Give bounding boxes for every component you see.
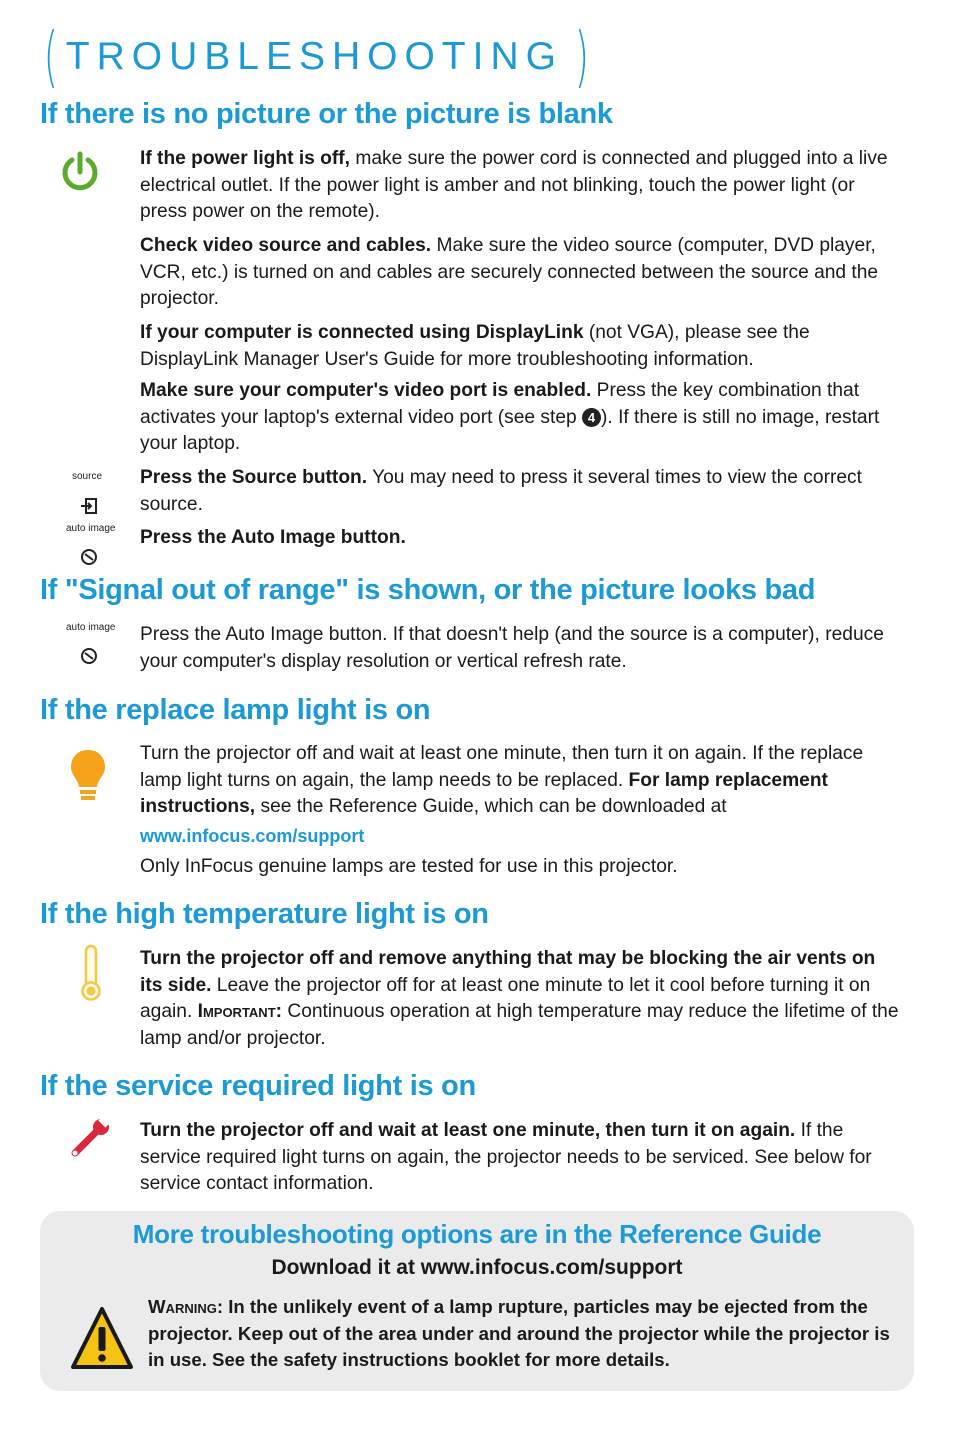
source-icon xyxy=(80,497,98,515)
reference-guide-download: Download it at www.infocus.com/support xyxy=(271,1256,683,1279)
auto-image-paragraph: Press the Auto Image button. xyxy=(140,527,406,548)
auto-image-icon xyxy=(80,647,98,665)
heading-no-picture: If there is no picture or the picture is blank xyxy=(40,98,613,130)
power-paragraph: If the power light is off, make sure the power cord is connected and plugged into a live electrical outlet. If the power light is amber and not blinking, touch the power light (or press power on the remote). xyxy=(140,148,888,222)
step-badge: 4 xyxy=(582,408,601,427)
heading-signal: If "Signal out of range" is shown, or the picture looks bad xyxy=(40,574,816,606)
thermometer-icon xyxy=(80,944,102,1002)
signal-paragraph: Press the Auto Image button. If that doesn't help (and the source is a computer), reduce your computer's display resolution or vertical refresh rate. xyxy=(140,624,884,672)
heading-service: If the service required light is on xyxy=(40,1070,476,1102)
support-link[interactable]: www.infocus.com/support xyxy=(140,826,365,846)
auto-image-button-label: auto image xyxy=(66,523,116,534)
lamp-paragraph: Turn the projector off and wait at least one minute, then turn it on again. If the replace lamp light turns on again, the lamp needs to be replaced. For lamp replacement instructions, see the Reference Guide, which can be downloaded at xyxy=(140,743,864,817)
source-button-label: source xyxy=(72,471,103,482)
power-icon xyxy=(58,150,102,194)
close-paren: ) xyxy=(574,18,589,95)
heading-lamp: If the replace lamp light is on xyxy=(40,694,431,726)
temperature-paragraph: Turn the projector off and remove anything that may be blocking the air vents on its side. Leave the projector off for at least one minute to let it cool before turning it on again. Important: Continuous operation at high temperature may reduce the lifetime of the lamp and/or projector. xyxy=(140,948,899,1049)
displaylink-paragraph: If your computer is connected using DisplayLink (not VGA), please see the DisplayLink Manager User's Guide for more troubleshooting information. xyxy=(140,322,810,370)
heading-temperature: If the high temperature light is on xyxy=(40,898,489,930)
page-title-block xyxy=(38,18,595,95)
page-title: TROUBLESHOOTING xyxy=(65,35,563,78)
auto-image-button-label: auto image xyxy=(66,622,116,633)
auto-image-icon xyxy=(80,548,98,566)
service-paragraph: Turn the projector off and wait at least one minute, then turn it on again. If the service required light turns on again, the projector needs to be serviced. See below for service contact information. xyxy=(140,1120,872,1194)
warning-paragraph: Warning: In the unlikely event of a lamp rupture, particles may be ejected from the projector. Keep out of the area under and around the projector while the projector is in use. See the safety instructions booklet for more details. xyxy=(148,1296,890,1371)
open-paren: ( xyxy=(43,18,58,95)
video-paragraph: Check video source and cables. Make sure the video source (computer, DVD player, VCR, etc.) is turned on and cables are securely connected between the source and the projector. xyxy=(140,235,879,309)
wrench-icon xyxy=(66,1116,112,1162)
warning-icon xyxy=(70,1305,134,1371)
lamp-icon xyxy=(68,748,108,802)
reference-guide-title: More troubleshooting options are in the Reference Guide xyxy=(132,1219,822,1249)
video-port-paragraph: Make sure your computer's video port is enabled. Press the key combination that activates your laptop's external video port (see step 4 ). If there is still no image, restart your laptop. xyxy=(140,380,880,454)
lamp-note: Only InFocus genuine lamps are tested for use in this projector. xyxy=(140,856,678,877)
source-paragraph: Press the Source button. You may need to press it several times to view the correct source. xyxy=(140,467,862,515)
